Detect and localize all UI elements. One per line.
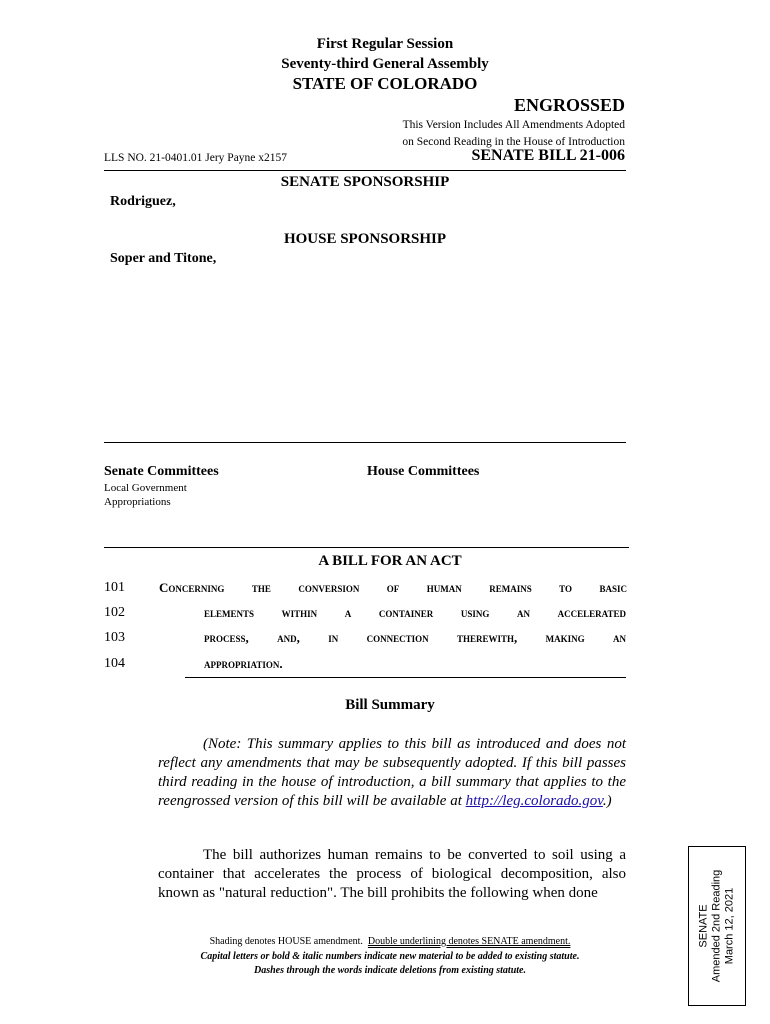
bill-title: A BILL FOR AN ACT bbox=[318, 553, 462, 569]
stamp-line-2: Amended 2nd Reading bbox=[710, 869, 723, 983]
leg-website-link[interactable]: http://leg.colorado.gov bbox=[465, 793, 603, 809]
bill-line: Concerning the conversion of human remains to basic bbox=[159, 580, 627, 595]
bill-rule-top bbox=[104, 547, 629, 548]
lls-number: LLS NO. 21-0401.01 Jery Payne x2157 bbox=[104, 152, 288, 164]
state-heading: STATE OF COLORADO bbox=[292, 74, 478, 93]
dashes-legend: Dashes through the words indicate deletions from existing statute. bbox=[254, 965, 526, 976]
summary-note bbox=[158, 735, 626, 811]
bill-line: elements within a container using an accelerated bbox=[204, 605, 626, 620]
senate-committee-item: Appropriations bbox=[104, 496, 171, 508]
house-committees-title: House Committees bbox=[367, 464, 480, 479]
engrossed-label: ENGROSSED bbox=[513, 95, 625, 115]
version-line-2: on Second Reading in the House of Introduction bbox=[402, 136, 625, 148]
stamp-line-1: SENATE bbox=[697, 904, 710, 948]
caps-legend: Capital letters or bold & italic numbers indicate new material to be added to existing statute. bbox=[200, 951, 580, 962]
bill-rule-bottom bbox=[185, 677, 626, 678]
line-number: 102 bbox=[104, 605, 125, 620]
version-line-1: This Version Includes All Amendments Adopted bbox=[402, 119, 625, 131]
house-sponsorship-title: HOUSE SPONSORSHIP bbox=[283, 231, 447, 247]
sponsorship-rule bbox=[104, 442, 626, 443]
version-note bbox=[402, 117, 625, 151]
line-number: 101 bbox=[104, 580, 125, 595]
amendment-stamp bbox=[688, 846, 746, 1006]
bill-number: SENATE BILL 21-006 bbox=[471, 147, 625, 164]
assembly-heading: Seventy-third General Assembly bbox=[281, 56, 489, 72]
senate-sponsors: Rodriguez, bbox=[110, 194, 176, 209]
stamp-text bbox=[698, 851, 737, 1001]
stamp-line-3: March 12, 2021 bbox=[723, 887, 736, 965]
senate-committees-title: Senate Committees bbox=[104, 464, 219, 479]
bill-line: appropriation. bbox=[204, 656, 283, 671]
line-number: 104 bbox=[104, 656, 125, 671]
summary-body: The bill authorizes human remains to be converted to soil using a container that accelerates the process of biological decomposition, also known as "natural reduction". The bill prohibits the following when done bbox=[158, 847, 626, 901]
session-heading: First Regular Session bbox=[316, 36, 454, 52]
line-number: 103 bbox=[104, 630, 125, 645]
house-sponsors: Soper and Titone, bbox=[110, 251, 217, 266]
note-end: .) bbox=[602, 793, 612, 809]
shading-legend: Shading denotes HOUSE amendment. bbox=[209, 936, 363, 947]
amendment-legend bbox=[0, 936, 770, 947]
bill-line: process, and, in connection therewith, making an bbox=[204, 630, 626, 645]
header-rule bbox=[104, 170, 626, 171]
bill-summary-title: Bill Summary bbox=[345, 697, 435, 713]
underline-legend: Double underlining denotes SENATE amendment. bbox=[367, 936, 571, 947]
senate-committee-item: Local Government bbox=[104, 482, 187, 494]
note-text: (Note: This summary applies to this bill as introduced and does not reflect any amendments that may be subsequently adopted. If this bill passes third reading in the house of introduction, a bill summary that applies to the reengrossed version of this bill will be available at bbox=[158, 736, 626, 809]
senate-sponsorship-title: SENATE SPONSORSHIP bbox=[280, 174, 450, 190]
